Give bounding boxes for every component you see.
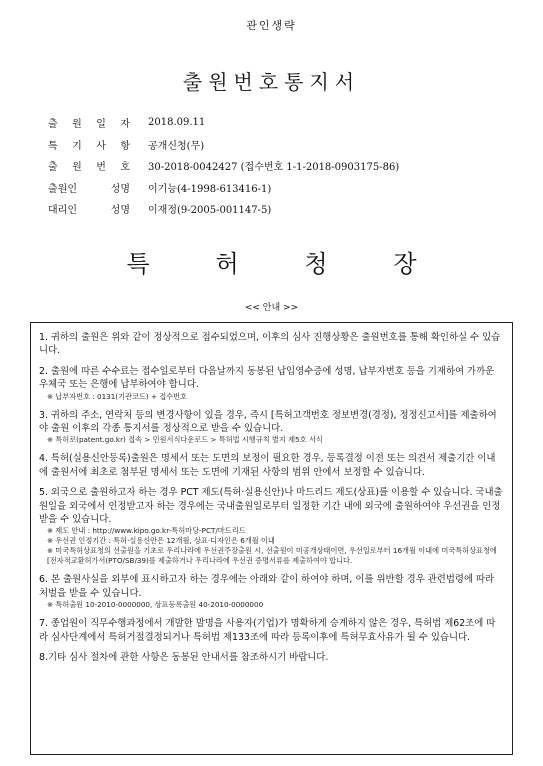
omitted-seal-note: 관인생략 <box>246 19 297 32</box>
notice-item: 2. 출원에 따른 수수료는 접수일로부터 다음날까지 동봉된 납입영수증에 성명, 납부자번호 등을 기재하여 가까운 우체국 또는 은행에 납부하여야 합니다. ※ 납부자번호 : 0131(기관코드) + 접수번호 <box>39 365 504 402</box>
notice-note: ※ 미국특허상표청의 선출원을 기초로 우리나라에 우선권주장출원 시, 선출원이 미공개상태이면, 우선일로부터 16개월 이내에 미국특허상표청에 [전자적교환허가서(PTO/SB/39)를 제출하거나 우리나라에 우선권 증명서류를 제출하여야 합니다. <box>47 546 497 566</box>
notice-item: 4. 특허(실용신안등록)출원은 명세서 또는 도면의 보정이 필요한 경우, 등록결정 이전 또는 의견서 제출기간 이내에 출원서에 최초로 첨부된 명세서 또는 도면에 기재된 사항의 범위 안에서 보정할 수 있습니다. <box>39 453 496 478</box>
info-label: 출 원 번 호 <box>48 162 130 174</box>
info-value: 이재정(9-2005-001147-5) <box>148 205 272 217</box>
document-title: 출원번호통지서 <box>182 70 361 94</box>
info-value: 2018.09.11 <box>148 117 206 129</box>
info-row-filing-date <box>48 112 399 134</box>
info-row-special-notes <box>48 134 399 156</box>
guide-label: << 안내 >> <box>244 303 299 313</box>
notice-item: 5. 외국으로 출원하고자 하는 경우 PCT 제도(특허·실용신안)나 마드리드 제도(상표)를 이용할 수 있습니다. 국내출원일을 외국에서 인정받고자 하는 경우에는 국내출원일로부터 일정한 기간 내에 외국에 출원하여야 우선권을 인정받을 수 있습니다. ※ 제도 안내 : http://www.kipo.go.kr-특허마당-PCT/마드리드 ※ 우선권 인정기간 : 특허·실용신안은 12개월, 상표·디자인은 6개월 이내 ※ 미국특허상표청의 선출원을 기초로 우리나라에 우선권주장출원 시, 선출원이 미공개상태이면, 우선일로부터 16개월 이내에 미국특허상표청에 [전자적교환허가서(PTO/SB/39)를 제출하거나 우리나라에 우선권 증명서류를 제출하여야 합니다. <box>39 487 503 566</box>
office-char: 특 <box>126 250 150 278</box>
info-value: 이기능(4-1998-613416-1) <box>148 183 272 195</box>
office-char: 장 <box>393 250 417 278</box>
info-row-application-number <box>48 155 399 177</box>
notice-note: ※ 납부자번호 : 0131(기관코드) + 접수번호 <box>47 391 188 401</box>
info-label: 출 원 일 자 <box>48 119 130 131</box>
notice-note: ※ 제도 안내 : http://www.kipo.go.kr-특허마당-PCT/마드리드 <box>47 526 246 536</box>
notice-item: 6. 본 출원사실을 외부에 표시하고자 하는 경우에는 아래와 같이 하여야 하며, 이를 위반할 경우 관련법령에 따라 처벌을 받을 수 있습니다. ※ 특허출원 10-2010-0000000, 상표등록출원 40-2010-0000000 <box>39 573 504 610</box>
notice-box <box>30 322 513 755</box>
office-char: 청 <box>304 250 328 278</box>
office-signature <box>0 244 543 279</box>
info-label: 대리인 성명 <box>48 205 130 217</box>
info-label: 출원인 성명 <box>48 183 130 195</box>
notice-item: 1. 귀하의 출원은 위와 같이 정상적으로 접수되었으며, 이후의 심사 진행상황은 출원번호를 통해 확인하실 수 있습니다. <box>39 332 501 357</box>
info-row-agent-name <box>48 198 399 220</box>
info-row-applicant-name <box>48 177 399 199</box>
notice-item: 7. 종업원이 직무수행과정에서 개발한 발명을 사용자(기업)가 명확하게 승계하지 않은 경우, 특허법 제62조에 따라 심사단계에서 특허거절결정되거나 특허법 제133조에 따라 등록이후에 특허무효사유가 될 수 있습니다. <box>39 618 496 643</box>
info-value: 30-2018-0042427 (접수번호 1-1-2018-0903175-86) <box>148 162 400 174</box>
notice-item: 3. 귀하의 주소, 연락처 등의 변경사항이 있을 경우, 즉시 [특허고객번호 정보변경(경정), 정정신고서]를 제출하여야 출원 이후의 각종 통지서를 정상적으로 받을 수 있습니다. ※ 특허로(patent.go.kr) 접속 > 민원서식다운로드 > 특허법 시행규칙 별지 제5호 서식 <box>39 409 504 446</box>
info-label: 특 기 사 항 <box>48 140 130 152</box>
notice-note: ※ 특허로(patent.go.kr) 접속 > 민원서식다운로드 > 특허법 시행규칙 별지 제5호 서식 <box>47 435 323 445</box>
info-value: 공개신청(무) <box>148 140 205 152</box>
notice-note: ※ 특허출원 10-2010-0000000, 상표등록출원 40-2010-0000000 <box>47 600 264 610</box>
office-char: 허 <box>215 250 239 278</box>
application-info <box>48 112 399 220</box>
notice-item: 8.기타 심사 절차에 관한 사항은 동봉된 안내서를 참조하시기 바랍니다. <box>39 652 329 664</box>
notice-note: ※ 우선권 인정기간 : 특허·실용신안은 12개월, 상표·디자인은 6개월 이내 <box>47 536 275 546</box>
